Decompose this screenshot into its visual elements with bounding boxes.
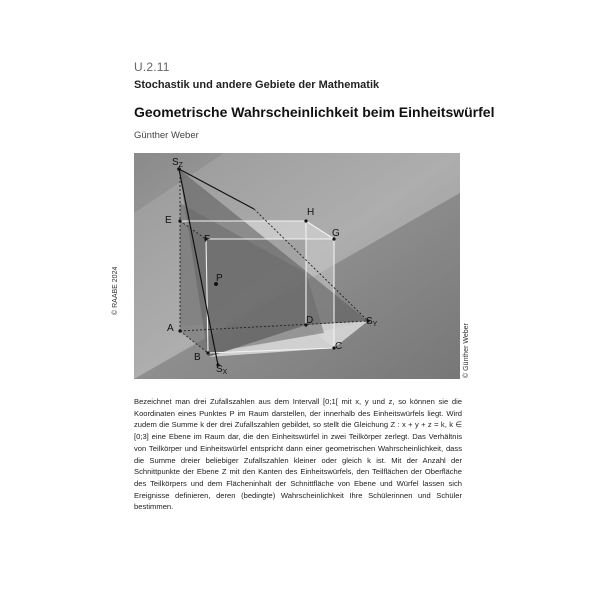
label-h: H — [307, 207, 315, 218]
unit-code: U.2.11 — [134, 60, 170, 74]
point-b — [206, 351, 209, 354]
page-title: Geometrische Wahrscheinlichkeit beim Einheitswürfel — [134, 104, 495, 120]
label-g: G — [332, 228, 340, 239]
label-b: B — [194, 352, 201, 363]
point-h — [304, 219, 307, 222]
image-credit: © Günther Weber — [463, 323, 470, 378]
point-a — [178, 329, 181, 332]
label-c: C — [335, 341, 343, 352]
label-sy: $S_Y$ — [366, 316, 378, 328]
label-e: E — [165, 215, 172, 226]
label-f: F — [204, 234, 211, 245]
label-d: D — [306, 315, 314, 326]
cube-plane-diagram — [134, 153, 460, 379]
copyright-note: © RAABE 2024 — [112, 266, 119, 315]
point-e — [178, 219, 181, 222]
label-a: A — [167, 323, 174, 334]
intro-paragraph: Bezeichnet man drei Zufallszahlen aus dem Intervall [0;1[ mit x, y und z, so können sie die Koordinaten eines Punktes P im Raum darstellen, der innerhalb des Einheitswürfels liegt. Wird zudem die Summe k der drei Zufallszahlen gebildet, so stellt die Gleichung Z : x + y + z = k, k ∈ [0;3] eine Ebene im Raum dar, die den Einheitswürfel in zwei Teilkörper zerlegt. Das Verhältnis von Teilkörper und Einheitswürfel entspricht dann einer geometrischen Wahrscheinlichkeit, dass die Summe dreier beliebiger Zufallszahlen kleiner oder gleich k ist. Mit der Anzahl der Schnittpunkte der Ebene Z mit den Kanten des Einheitswürfels, den Teilflächen der Oberfläche des Teilkörpers und dem Flächeninhalt der Schnittfläche von Ebene und Würfel lassen sich Ereignisse definieren, deren (bedingte) Wahrscheinlichkeit Ihre Schülerinnen und Schüler bestimmen. — [134, 397, 462, 512]
label-sx: $S_X$ — [216, 364, 228, 376]
section-title: Stochastik und andere Gebiete der Mathematik — [134, 79, 380, 91]
label-sz: $S_Z$ — [172, 157, 183, 169]
cube-plane-figure — [134, 153, 460, 379]
author-name: Günther Weber — [134, 130, 199, 141]
label-p: P — [216, 273, 223, 284]
